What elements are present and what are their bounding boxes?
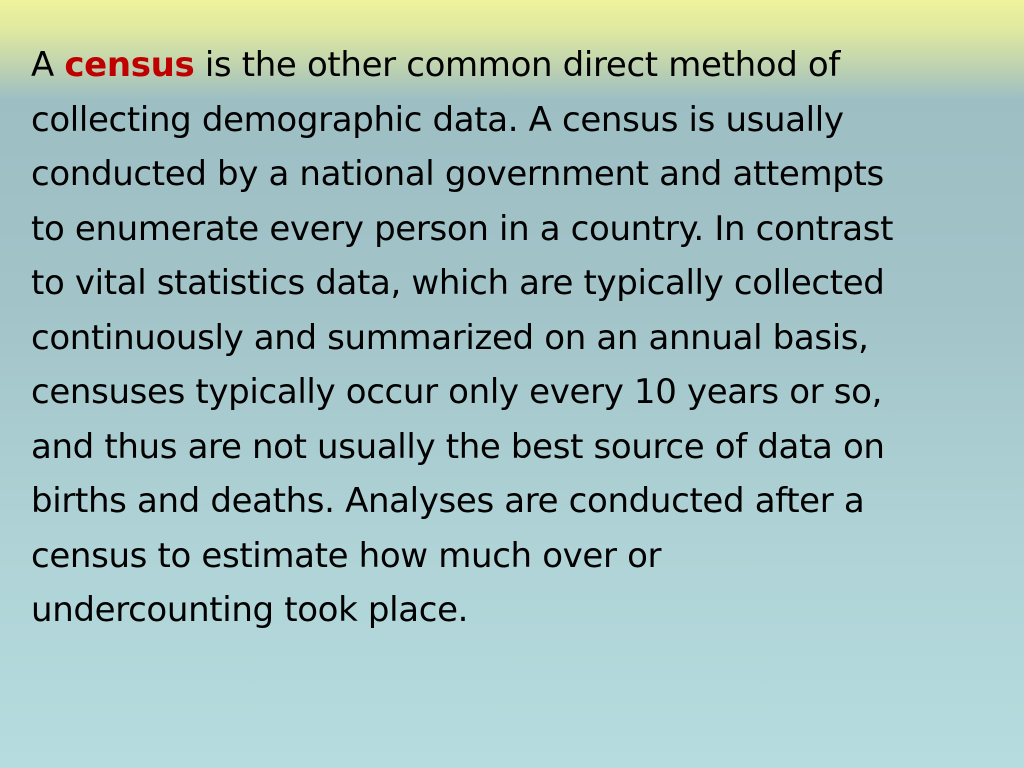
text-line-9: births and deaths. Analyses are conducted after a — [31, 481, 865, 521]
text-line-5: to vital statistics data, which are typically collected — [31, 263, 885, 303]
text-line-2: collecting demographic data. A census is usually — [31, 99, 844, 140]
text-line-8: and thus are not usually the best source of data on — [31, 426, 885, 467]
text-line-11: undercounting took place. — [31, 590, 469, 630]
text-line-7: censuses typically occur only every 10 years or so, — [31, 372, 883, 412]
line-1-prefix: A — [31, 45, 65, 85]
slide-body-text — [31, 38, 1006, 638]
text-line-4: to enumerate every person in a country. In contrast — [31, 208, 894, 249]
line-1-suffix: is the other common direct method of — [194, 45, 840, 85]
text-line-6: continuously and summarized on an annual basis, — [31, 317, 869, 358]
highlighted-term-census: census — [64, 45, 195, 85]
text-line-1 — [31, 38, 1006, 93]
text-line-3: conducted by a national government and attempts — [31, 154, 884, 194]
text-line-10: census to estimate how much over or — [31, 535, 662, 576]
